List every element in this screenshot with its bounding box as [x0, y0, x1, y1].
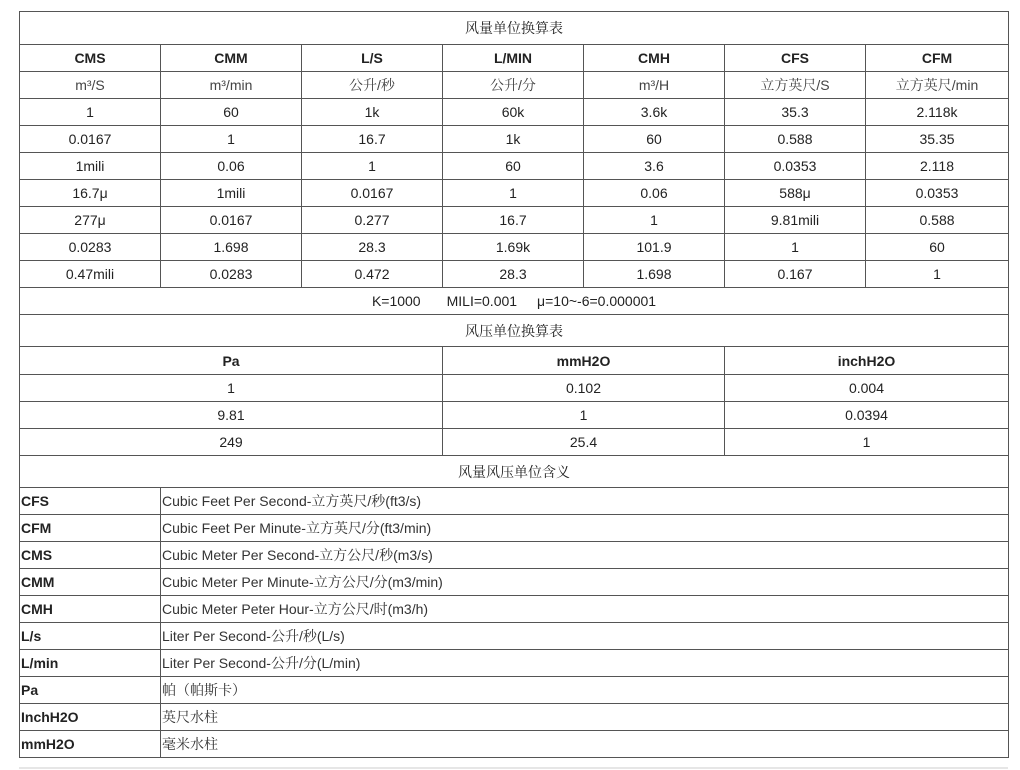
unit-meaning: Cubic Feet Per Second-立方英尺/秒(ft3/s) — [161, 488, 1009, 515]
table-cell: 0.588 — [866, 207, 1009, 234]
table-cell: 0.0283 — [161, 261, 302, 288]
unit-cell: 公升/分 — [443, 72, 584, 99]
table-row — [20, 650, 1009, 677]
table-row — [20, 153, 1009, 180]
table-cell: 60 — [161, 99, 302, 126]
table-cell: 1 — [161, 126, 302, 153]
unit-cell: 立方英尺/min — [866, 72, 1009, 99]
table-cell: 1 — [20, 375, 443, 402]
table-cell: 16.7 — [302, 126, 443, 153]
page-divider — [19, 767, 1008, 769]
table-cell: 9.81mili — [725, 207, 866, 234]
table-row — [20, 402, 1009, 429]
table-cell: 1.698 — [161, 234, 302, 261]
table-cell: 1mili — [20, 153, 161, 180]
table-cell: 60k — [443, 99, 584, 126]
table-cell: 0.0167 — [302, 180, 443, 207]
unit-cell: m³/min — [161, 72, 302, 99]
table-row — [20, 99, 1009, 126]
table-cell: 0.0394 — [725, 402, 1009, 429]
unit-meaning: Cubic Meter Peter Hour-立方公尺/时(m3/h) — [161, 596, 1009, 623]
column-header: CMS — [20, 45, 161, 72]
unit-meaning: Liter Per Second-公升/秒(L/s) — [161, 623, 1009, 650]
unit-meaning: Cubic Meter Per Second-立方公尺/秒(m3/s) — [161, 542, 1009, 569]
table-cell: 16.7 — [443, 207, 584, 234]
table-row — [20, 488, 1009, 515]
table-cell: 0.0353 — [866, 180, 1009, 207]
column-header: CFM — [866, 45, 1009, 72]
table-row — [20, 542, 1009, 569]
unit-key: CMH — [20, 596, 161, 623]
airflow-unit-row — [20, 72, 1009, 99]
table-row — [20, 261, 1009, 288]
unit-meaning: Liter Per Second-公升/分(L/min) — [161, 650, 1009, 677]
unit-meaning: 毫米水柱 — [161, 731, 1009, 758]
column-header: Pa — [20, 347, 443, 375]
table-cell: 1 — [584, 207, 725, 234]
pressure-header-row — [20, 347, 1009, 375]
unit-key: L/min — [20, 650, 161, 677]
table-cell: 588μ — [725, 180, 866, 207]
airflow-table-title: 风量单位换算表 — [20, 12, 1009, 45]
table-cell: 9.81 — [20, 402, 443, 429]
column-header: mmH2O — [443, 347, 725, 375]
table-row — [20, 731, 1009, 758]
table-cell: 0.102 — [443, 375, 725, 402]
table-cell: 60 — [584, 126, 725, 153]
table-cell: 0.0167 — [161, 207, 302, 234]
table-cell: 0.0167 — [20, 126, 161, 153]
unit-cell: m³/H — [584, 72, 725, 99]
table-cell: 0.47mili — [20, 261, 161, 288]
note-k: K=1000 — [371, 293, 421, 309]
table-cell: 2.118k — [866, 99, 1009, 126]
unit-meanings-table — [19, 455, 1009, 758]
table-cell: 1 — [866, 261, 1009, 288]
airflow-header-row — [20, 45, 1009, 72]
unit-meaning: 英尺水柱 — [161, 704, 1009, 731]
unit-cell: 公升/秒 — [302, 72, 443, 99]
column-header: CFS — [725, 45, 866, 72]
column-header: L/MIN — [443, 45, 584, 72]
table-cell: 1 — [725, 429, 1009, 456]
table-cell: 1 — [20, 99, 161, 126]
table-cell: 60 — [443, 153, 584, 180]
column-header: inchH2O — [725, 347, 1009, 375]
table-cell: 35.3 — [725, 99, 866, 126]
table-cell: 25.4 — [443, 429, 725, 456]
table-row — [20, 677, 1009, 704]
unit-key: Pa — [20, 677, 161, 704]
table-row — [20, 429, 1009, 456]
table-cell: 0.0283 — [20, 234, 161, 261]
table-row — [20, 180, 1009, 207]
unit-meaning: 帕（帕斯卡） — [161, 677, 1009, 704]
table-cell: 0.06 — [584, 180, 725, 207]
unit-key: CFS — [20, 488, 161, 515]
table-row — [20, 596, 1009, 623]
table-cell: 1.69k — [443, 234, 584, 261]
table-cell: 28.3 — [302, 234, 443, 261]
table-cell: 277μ — [20, 207, 161, 234]
table-cell: 60 — [866, 234, 1009, 261]
unit-key: mmH2O — [20, 731, 161, 758]
table-cell: 0.472 — [302, 261, 443, 288]
table-row — [20, 234, 1009, 261]
table-cell: 1mili — [161, 180, 302, 207]
table-cell: 3.6k — [584, 99, 725, 126]
table-cell: 1 — [443, 402, 725, 429]
table-cell: 101.9 — [584, 234, 725, 261]
table-cell: 16.7μ — [20, 180, 161, 207]
unit-key: CMM — [20, 569, 161, 596]
table-cell: 0.277 — [302, 207, 443, 234]
note-mu: μ=10~-6=0.000001 — [537, 293, 657, 309]
table-cell: 35.35 — [866, 126, 1009, 153]
table-row — [20, 375, 1009, 402]
unit-key: CMS — [20, 542, 161, 569]
table-row — [20, 207, 1009, 234]
unit-key: L/s — [20, 623, 161, 650]
table-cell: 0.167 — [725, 261, 866, 288]
column-header: L/S — [302, 45, 443, 72]
pressure-conversion-table — [19, 314, 1009, 456]
table-cell: 0.06 — [161, 153, 302, 180]
table-cell: 0.004 — [725, 375, 1009, 402]
table-cell: 1 — [443, 180, 584, 207]
table-row — [20, 515, 1009, 542]
unit-cell: 立方英尺/S — [725, 72, 866, 99]
unit-key: InchH2O — [20, 704, 161, 731]
table-cell: 0.588 — [725, 126, 866, 153]
unit-meaning: Cubic Feet Per Minute-立方英尺/分(ft3/min) — [161, 515, 1009, 542]
prefix-note — [20, 288, 1009, 315]
column-header: CMM — [161, 45, 302, 72]
table-cell: 249 — [20, 429, 443, 456]
unit-meaning: Cubic Meter Per Minute-立方公尺/分(m3/min) — [161, 569, 1009, 596]
table-cell: 1 — [725, 234, 866, 261]
table-cell: 1.698 — [584, 261, 725, 288]
conversion-tables — [19, 11, 1008, 758]
table-row — [20, 623, 1009, 650]
table-cell: 2.118 — [866, 153, 1009, 180]
table-row — [20, 704, 1009, 731]
table-cell: 28.3 — [443, 261, 584, 288]
table-cell: 1k — [302, 99, 443, 126]
table-cell: 0.0353 — [725, 153, 866, 180]
table-row — [20, 569, 1009, 596]
table-row — [20, 126, 1009, 153]
note-mili: MILI=0.001 — [446, 293, 518, 309]
table-cell: 1 — [302, 153, 443, 180]
unit-cell: m³/S — [20, 72, 161, 99]
airflow-conversion-table — [19, 11, 1009, 315]
meanings-table-title: 风量风压单位含义 — [20, 456, 1009, 488]
unit-key: CFM — [20, 515, 161, 542]
table-cell: 3.6 — [584, 153, 725, 180]
pressure-table-title: 风压单位换算表 — [20, 315, 1009, 347]
table-cell: 1k — [443, 126, 584, 153]
column-header: CMH — [584, 45, 725, 72]
